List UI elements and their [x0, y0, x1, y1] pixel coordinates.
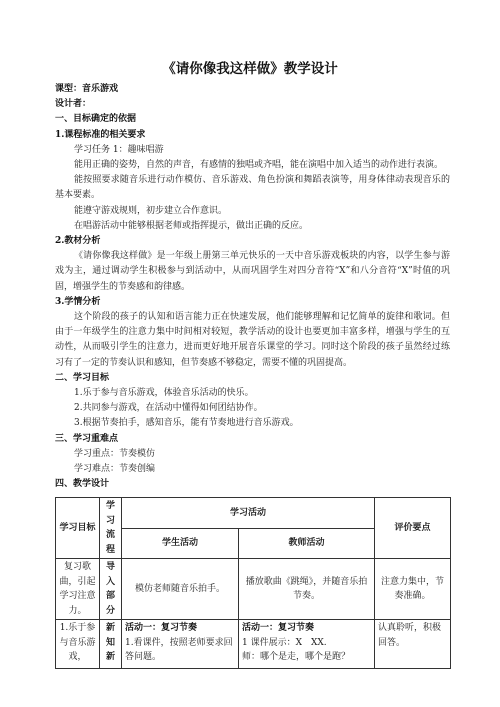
cell-teacher: 播放歌曲《跳绳》，并随音乐拍节奏。 — [239, 559, 375, 620]
table-row — [56, 620, 451, 669]
standard-line: 在唱游活动中能够根据老师或指挥提示，做出正确的反应。 — [74, 220, 309, 231]
cell-goal: 复习歌曲，引起学习注意力。 — [56, 559, 100, 620]
page-title: 《请你像我这样做》教学设计 — [162, 61, 338, 77]
cell-teacher — [239, 620, 375, 669]
section-heading-3: 三、学习重难点 — [55, 433, 119, 444]
subsection-heading-learners: 3.学情分析 — [55, 296, 101, 307]
cell-eval: 注意力集中，节奏准确。 — [375, 559, 451, 620]
cell-student: 模仿老师随音乐拍手。 — [122, 559, 239, 620]
table-header-row — [56, 498, 451, 529]
goal-item: 1.乐于参与音乐游戏，体验音乐活动的快乐。 — [74, 388, 254, 399]
student-activity-title: 活动一：复习节奏 — [125, 623, 198, 633]
key-point: 学习重点：节奏模仿 — [74, 448, 156, 459]
cell-student — [122, 620, 239, 669]
document-body — [55, 82, 450, 492]
cell-eval: 认真聆听，积极回答。 — [375, 620, 451, 669]
teacher-activity-title: 活动一：复习节奏 — [242, 623, 315, 633]
designer: 设计者： — [55, 99, 92, 110]
goal-item: 3.根据节奏拍手，感知音乐，能有节奏地进行音乐游戏。 — [74, 418, 299, 429]
section-heading-1: 一、目标确定的依据 — [55, 114, 137, 125]
section-heading-4: 四、教学设计 — [55, 479, 110, 490]
lesson-design-table — [55, 497, 451, 669]
learners-paragraph: 这个阶段的孩子的认知和语言能力正在快速发展，他们能够理解和记忆简单的旋律和歌词。但由于一年级学生的注意力集中时间相对较短，教学活动的设计也要更加丰富多样，增强与学生的互动性，从而吸引学生的注意力，进而更好地开展音乐课堂的学习。同时这个阶段的孩子虽然经过练习有了一定的节奏认识和感知，但节奏感不够稳定，需要不懂的巩固提高。 — [55, 312, 450, 368]
subsection-heading-standards: 1.课程标准的相关要求 — [55, 129, 146, 140]
header-student: 学生活动 — [122, 528, 239, 559]
teacher-activity-line: 师：哪个是走，哪个是跑？ — [242, 652, 351, 662]
standard-line: 能遵守游戏规则，初步建立合作意识。 — [74, 205, 228, 216]
header-teacher: 教师活动 — [239, 528, 375, 559]
material-paragraph: 《请你像我这样做》是一年级上册第三单元快乐的一天中音乐游戏板块的内容，以学生参与游戏为主，通过调动学生积极参与到活动中，从而巩固学生对四分音符“X”和八分音符“X”时值的巩固，增强学生的节奏感和韵律感。 — [55, 251, 450, 292]
course-type: 课型：音乐游戏 — [55, 84, 119, 94]
teacher-activity-line: 1 课件展示：X XX. — [242, 637, 327, 648]
cell-goal: 1.乐于参与音乐游戏， — [56, 620, 100, 669]
student-activity-text: 1.看课件，按照老师要求回答问题。 — [125, 637, 233, 662]
goal-item: 2.共同参与游戏，在活动中懂得如何团结协作。 — [74, 403, 263, 414]
cell-flow: 导入部分 — [100, 559, 122, 620]
header-goal: 学习目标 — [56, 498, 100, 559]
header-eval: 评价要点 — [375, 498, 451, 559]
header-flow: 学习流程 — [100, 498, 122, 559]
header-activity: 学习活动 — [122, 498, 375, 529]
standard-line: 能用正确的姿势，自然的声音，有感情的独唱或齐唱，能在演唱中加入适当的动作进行表演。 — [74, 160, 444, 171]
table-row — [56, 559, 451, 620]
subsection-heading-material: 2.教材分析 — [55, 236, 101, 247]
task-line: 学习任务 1：趣味唱游 — [74, 144, 164, 155]
difficulty-point: 学习难点：节奏创编 — [74, 464, 156, 475]
section-heading-2: 二、学习目标 — [55, 372, 110, 383]
standard-line: 能按照要求随音乐进行动作模仿、音乐游戏、角色扮演和舞蹈表演等，用身体律动表现音乐的基本要素。 — [55, 175, 450, 201]
cell-flow: 新知新 — [100, 620, 122, 669]
